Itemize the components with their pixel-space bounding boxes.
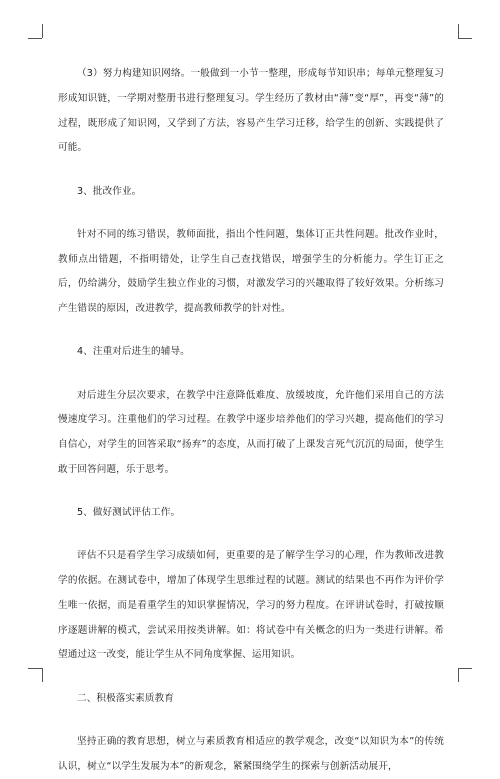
paragraph-tutoring-struggling-students: 对后进生分层次要求，在教学中注意降低难度、放缓坡度，允许他们采用自己的方法慢速度学习。注重他们的学习过程。在教学中逐步培养他们的学习兴趣，提高他们的学习自信心，对学生的回答采取“扬弃”的态度，从而打破了上课发言死气沉沉的局面，使学生敢于回答问题，乐于思考。 xyxy=(58,389,444,475)
crop-mark-bottom-right-horizontal xyxy=(458,668,472,669)
paragraph-grading-homework: 针对不同的练习错误，教师面批，指出个性问题，集体订正共性问题。批改作业时，教师点出错题，不指明错处，让学生自己查找错误，增强学生的分析能力。学生订正之后，仍给满分，鼓励学生独立作业的习惯，对激发学习的兴趣取得了较好效果。分析练习产生错误的原因，改进教学，提高教师教学的针对性。 xyxy=(58,228,444,315)
paragraph-knowledge-network: （3）努力构建知识网络。一般做到一小节一整理，形成每节知识串；每单元整理复习形成知识链，一学期对整册书进行整理复习。学生经历了教材由“薄”变“厚”，再变“薄”的过程，既形成了知识网，又学到了方法，容易产生学习迁移，给学生的创新、实践提供了可能。 xyxy=(58,68,444,154)
heading-tutoring-struggling-students: 4、注重对后进生的辅导。 xyxy=(77,346,190,358)
heading-grading-homework: 3、批改作业。 xyxy=(77,185,142,197)
heading-testing-evaluation: 5、做好测试评估工作。 xyxy=(77,507,181,519)
crop-mark-top-right-horizontal xyxy=(458,38,472,39)
document-body xyxy=(58,62,444,779)
crop-mark-bottom-left-horizontal xyxy=(28,668,42,669)
crop-mark-bottom-left-vertical xyxy=(42,668,43,682)
paragraph-quality-education: 坚持正确的教育思想，树立与素质教育相适应的教学观念，改变“以知识为本”的传统认识，树立“以学生发展为本”的新观念，紧紧围绕学生的探索与创新活动展开， xyxy=(58,735,444,772)
crop-mark-top-right-vertical xyxy=(458,24,459,38)
heading-quality-education: 二、积极落实素质教育 xyxy=(77,692,174,704)
crop-mark-bottom-right-vertical xyxy=(458,668,459,682)
crop-mark-top-left-horizontal xyxy=(28,38,42,39)
crop-mark-top-left-vertical xyxy=(42,24,43,38)
paragraph-testing-evaluation: 评估不只是看学生学习成绩如何，更重要的是了解学生学习的心理，作为教师改进教学的依据。在测试卷中，增加了体现学生思维过程的试题。测试的结果也不再作为评价学生唯一依据，而是看重学生的知识掌握情况，学习的努力程度。在评讲试卷时，打破按顺序逐题讲解的模式，尝试采用按类讲解。如：将试卷中有关概念的归为一类进行讲解。希望通过这一改变，能让学生从不同角度掌握、运用知识。 xyxy=(58,550,444,661)
